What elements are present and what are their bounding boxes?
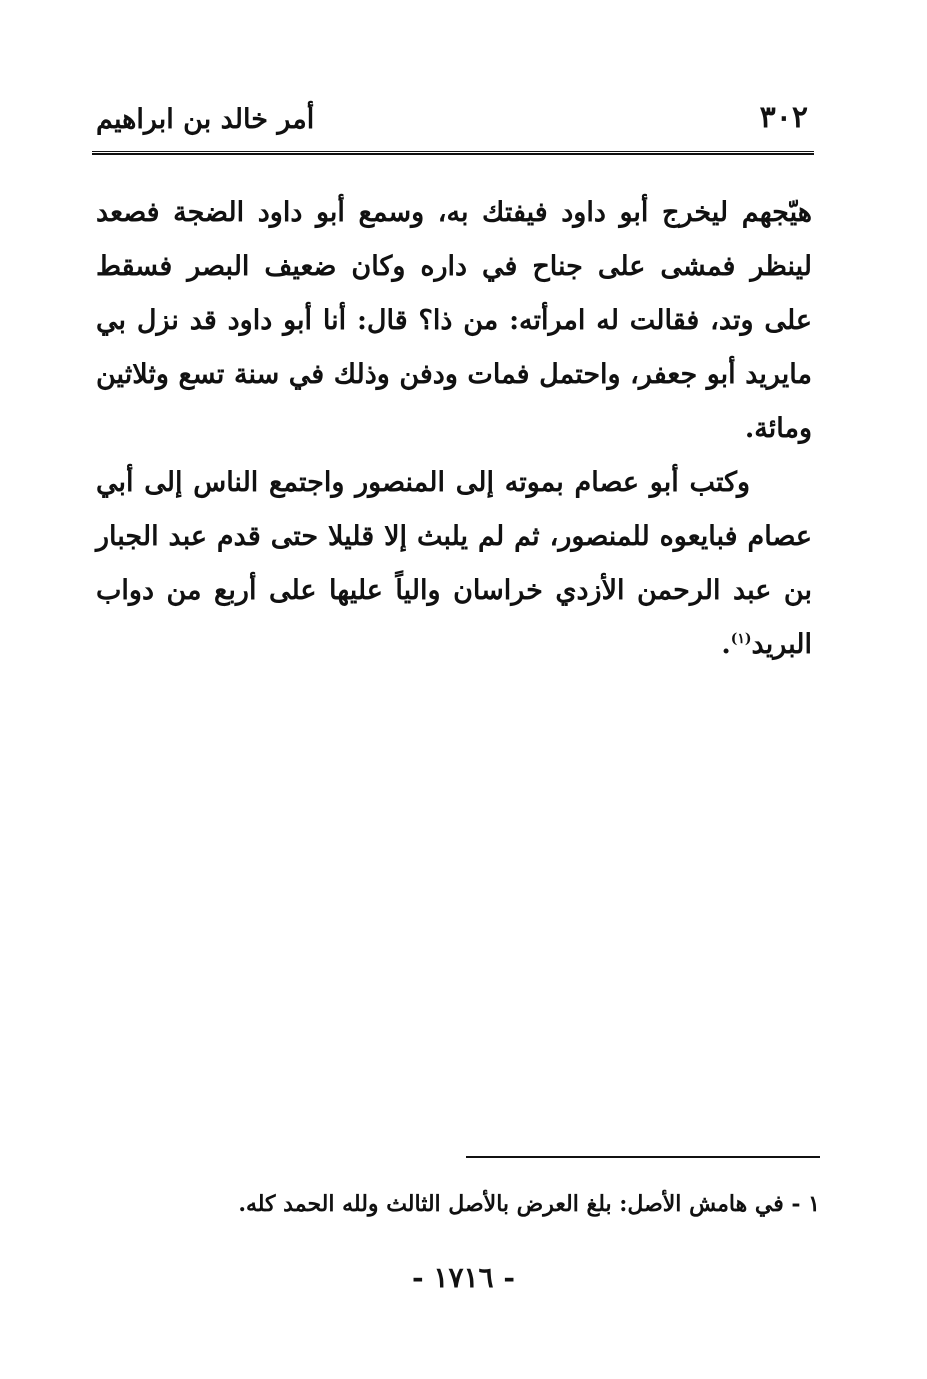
chapter-title: أمر خالد بن ابراهيم (96, 104, 315, 135)
paragraph-2-text: وكتب أبو عصام بموته إلى المنصور واجتمع الناس إلى أبي عصام فبايعوه للمنصور، ثم لم يلبث إلا قليلا حتى قدم عبد الجبار بن عبد الرحمن الأزدي خراسان والياً عليها على أربع من دواب البريد (96, 467, 812, 660)
main-text (96, 186, 812, 672)
header-rule (92, 151, 814, 155)
running-header (92, 92, 814, 144)
paragraph-2-end: . (721, 629, 731, 660)
folio-number: - ١٧١٦ - (412, 1261, 515, 1294)
footnote: ١ - في هامش الأصل: بلغ العرض بالأصل الثالث ولله الحمد كله. (238, 1191, 820, 1217)
page-number: ٣٠٢ (759, 100, 808, 135)
footnote-reference: (١) (730, 631, 752, 647)
paragraph-1: هيّجهم ليخرج أبو داود فيفتك به، وسمع أبو داود الضجة فصعد لينظر فمشى على جناح في داره وكان ضعيف البصر فسقط على وتد، فقالت له امرأته: من ذا؟ قال: أنا أبو داود قد نزل بي مايريد أبو جعفر، واحتمل فمات ودفن وذلك في سنة تسع وثلاثين ومائة. (96, 197, 812, 444)
footnote-rule (466, 1156, 820, 1158)
paragraph-2 (96, 456, 812, 672)
